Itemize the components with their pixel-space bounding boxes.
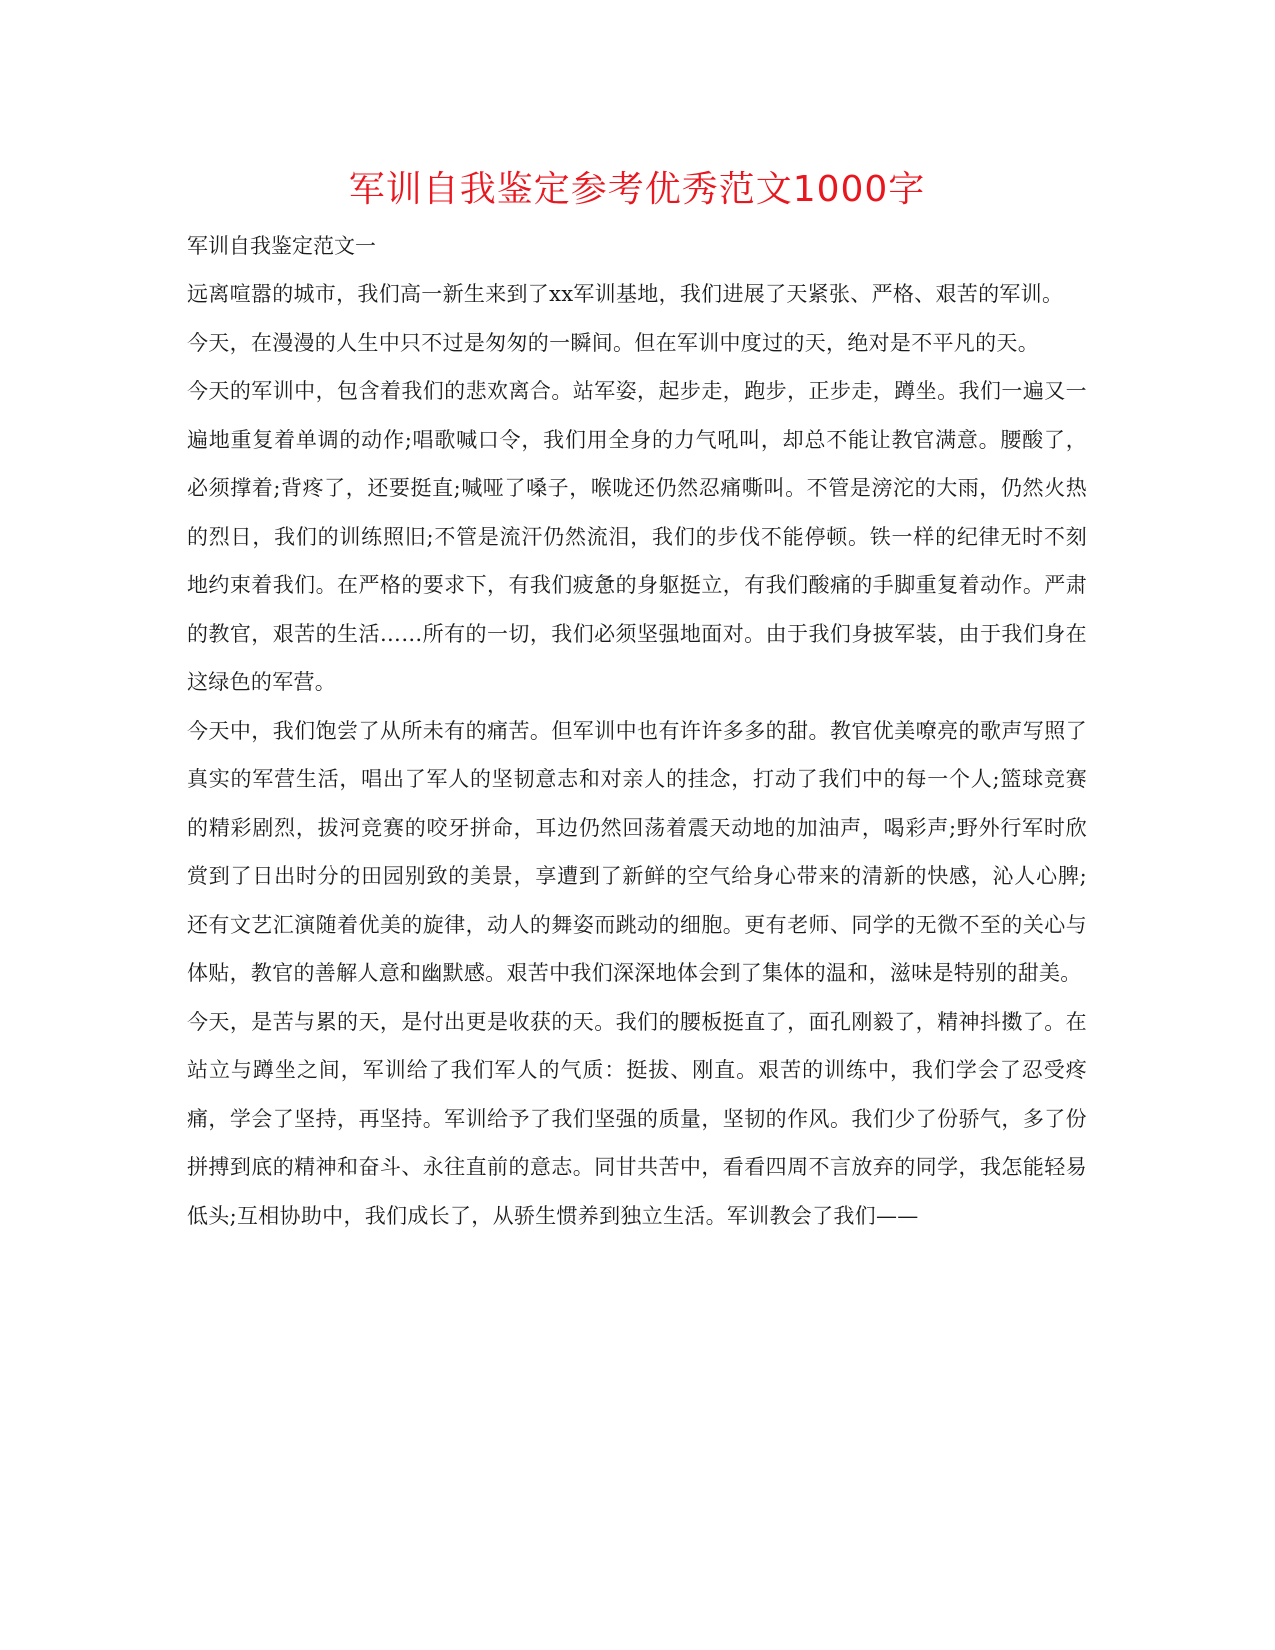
document-page bbox=[187, 160, 1087, 1240]
paragraph-2: 今天，在漫漫的人生中只不过是匆匆的一瞬间。但在军训中度过的天，绝对是不平凡的天。 bbox=[187, 330, 1039, 355]
paragraph-3: 今天的军训中，包含着我们的悲欢离合。站军姿，起步走，跑步，正步走，蹲坐。我们一遍又一遍地重复着单调的动作;唱歌喊口令，我们用全身的力气吼叫，却总不能让教官满意。腰酸了，必须撑着;背疼了，还要挺直;喊哑了嗓子，喉咙还仍然忍痛嘶叫。不管是滂沱的大雨，仍然火热的烈日，我们的训练照旧;不管是流汗仍然流泪，我们的步伐不能停顿。铁一样的纪律无时不刻地约束着我们。在严格的要求下，有我们疲惫的身躯挺立，有我们酸痛的手脚重复着动作。严肃的教官，艰苦的生活……所有的一切，我们必须坚强地面对。由于我们身披军装，由于我们身在这绿色的军营。 bbox=[187, 379, 1087, 694]
section-heading: 军训自我鉴定范文一 bbox=[187, 234, 376, 258]
paragraph-1: 远离喧嚣的城市，我们高一新生来到了xx军训基地，我们进展了天紧张、严格、艰苦的军训。 bbox=[187, 282, 1064, 306]
document-title: 军训自我鉴定参考优秀范文1000字 bbox=[348, 169, 926, 210]
paragraph-4: 今天中，我们饱尝了从所未有的痛苦。但军训中也有许许多多的甜。教官优美嘹亮的歌声写照了真实的军营生活，唱出了军人的坚韧意志和对亲人的挂念，打动了我们中的每一个人;篮球竞赛的精彩剧烈，拔河竞赛的咬牙拼命，耳边仍然回荡着震天动地的加油声，喝彩声;野外行军时欣赏到了日出时分的田园别致的美景，享遭到了新鲜的空气给身心带来的清新的快感，沁人心脾;还有文艺汇演随着优美的旋律，动人的舞姿而跳动的细胞。更有老师、同学的无微不至的关心与体贴，教官的善解人意和幽默感。艰苦中我们深深地体会到了集体的温和，滋味是特别的甜美。 bbox=[187, 718, 1087, 985]
paragraph-5: 今天，是苦与累的天，是付出更是收获的天。我们的腰板挺直了，面孔刚毅了，精神抖擞了。在站立与蹲坐之间，军训给了我们军人的气质：挺拔、刚直。艰苦的训练中，我们学会了忍受疼痛，学会了坚持，再坚持。军训给予了我们坚强的质量，坚韧的作风。我们少了份骄气，多了份拼搏到底的精神和奋斗、永往直前的意志。同甘共苦中，看看四周不言放弃的同学，我怎能轻易低头;互相协助中，我们成长了，从骄生惯养到独立生活。军训教会了我们—— bbox=[187, 1009, 1087, 1228]
